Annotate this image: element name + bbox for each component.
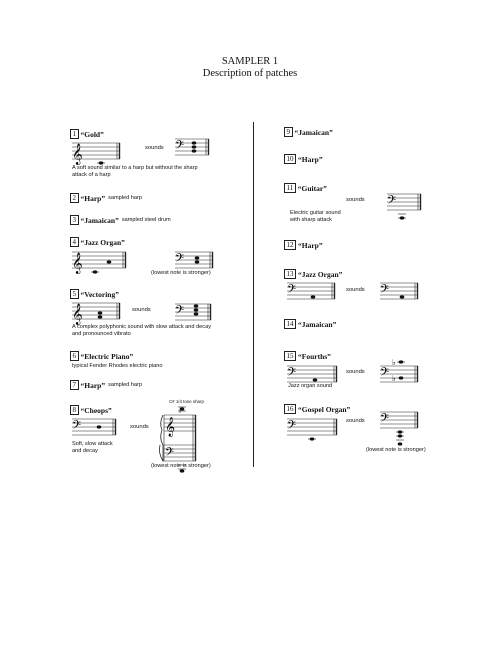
patch-14 — [284, 318, 336, 330]
patch-note: (lowest note is stronger) — [151, 463, 211, 469]
patch-number: 9 — [284, 127, 293, 137]
patch-number: 2 — [70, 193, 79, 203]
patch-11 — [284, 182, 327, 194]
svg-text:𝄢: 𝄢 — [380, 283, 390, 299]
patch-name: “Gospel Organ” — [298, 404, 351, 414]
bass-staff-11 — [387, 190, 423, 222]
patch-number: 13 — [284, 269, 296, 279]
svg-text:𝄢: 𝄢 — [175, 252, 185, 268]
patch-note: (lowest note is stronger) — [151, 270, 211, 276]
svg-text:𝄢: 𝄢 — [175, 139, 185, 155]
patch-16 — [284, 403, 350, 415]
patch-name: “Jamaican” — [294, 127, 333, 137]
treble-staff-5 — [72, 297, 122, 325]
patch-3 — [70, 214, 171, 226]
page-title: SAMPLER 1 — [221, 56, 279, 67]
patch-number: 16 — [284, 404, 296, 414]
svg-text:𝄢: 𝄢 — [165, 446, 175, 462]
svg-text:𝄞: 𝄞 — [72, 144, 83, 165]
patch-name: “Jazz Organ” — [80, 237, 125, 247]
sounds-label: sounds — [130, 424, 149, 430]
patch-description: sampled harp — [108, 195, 142, 201]
patch-name: “Jamaican” — [80, 215, 119, 225]
svg-text:𝄢: 𝄢 — [287, 419, 297, 435]
treble-staff-4 — [72, 246, 128, 276]
svg-text:𝄢: 𝄢 — [380, 412, 390, 428]
bass-staff-8 — [72, 416, 118, 440]
patch-name: “Jazz Organ” — [298, 269, 343, 279]
patch-name: “Guitar” — [297, 183, 327, 193]
patch-2 — [70, 192, 142, 204]
patch-name: “Fourths” — [298, 351, 331, 361]
svg-text:𝄞: 𝄞 — [165, 417, 176, 437]
patch-number: 15 — [284, 351, 296, 361]
bass-staff-16b — [380, 408, 420, 448]
patch-description: Jazz organ sound — [288, 383, 333, 389]
svg-text:𝄢: 𝄢 — [175, 304, 185, 320]
patch-number: 10 — [284, 154, 296, 164]
page-subtitle: Description of patches — [202, 68, 298, 79]
patch-number: 11 — [284, 183, 296, 193]
patch-name: “Jamaican” — [298, 319, 337, 329]
patch-name: “Harp” — [298, 154, 323, 164]
column-divider — [253, 122, 254, 467]
patch-description: typical Fender Rhodes electric piano — [72, 363, 163, 369]
svg-text:♭: ♭ — [392, 358, 396, 367]
patch-description: Electric guitar sound with sharp attack — [290, 210, 341, 223]
patch-number: 4 — [70, 237, 79, 247]
sounds-label: sounds — [346, 418, 365, 424]
bass-staff-13b — [380, 280, 420, 304]
patch-8 — [70, 404, 112, 416]
patch-number: 1 — [70, 129, 79, 139]
patch-number: 7 — [70, 380, 79, 390]
patch-description: A complex polyphonic sound with slow attack and decay and pronounced vibrato — [72, 324, 211, 337]
patch-number: 5 — [70, 289, 79, 299]
patch-number: 3 — [70, 215, 79, 225]
treble-staff-1 — [72, 137, 122, 167]
patch-note: (lowest note is stronger) — [366, 447, 426, 453]
bass-staff-13a — [287, 280, 337, 304]
patch-9 — [284, 126, 333, 138]
svg-text:𝄞: 𝄞 — [72, 253, 83, 274]
sounds-label: sounds — [346, 369, 365, 375]
bass-staff-16a — [287, 416, 339, 444]
patch-description: sampled harp — [108, 382, 142, 388]
bass-staff-15b — [380, 357, 420, 387]
patch-6 — [70, 350, 133, 362]
patch-name: “Electric Piano” — [80, 351, 134, 361]
patch-number: 8 — [70, 405, 79, 415]
svg-text:𝄢: 𝄢 — [287, 283, 297, 299]
bass-staff-1 — [175, 135, 211, 161]
patch-name: “Harp” — [80, 193, 106, 203]
patch-7 — [70, 379, 142, 391]
svg-text:𝄢: 𝄢 — [387, 194, 397, 210]
patch-15 — [284, 350, 331, 362]
patch-10 — [284, 153, 323, 165]
svg-text:𝄢: 𝄢 — [380, 366, 390, 382]
patch-number: 6 — [70, 351, 79, 361]
patch-13 — [284, 268, 342, 280]
patch-number: 12 — [284, 240, 296, 250]
patch-name: “Gold” — [80, 129, 104, 139]
svg-text:𝄞: 𝄞 — [72, 304, 83, 325]
sounds-label: sounds — [145, 145, 164, 151]
patch-description: sampled steel drum — [121, 217, 171, 223]
bass-staff-5 — [175, 300, 213, 326]
svg-text:𝄢: 𝄢 — [287, 366, 297, 382]
patch-name: “Vectoring” — [80, 289, 119, 299]
patch-number: 14 — [284, 319, 296, 329]
svg-text:♭: ♭ — [392, 374, 396, 383]
patch-name: “Harp” — [80, 380, 106, 390]
patch-12 — [284, 239, 323, 251]
sounds-label: sounds — [346, 197, 365, 203]
patch-name: “Cheops” — [80, 405, 112, 415]
sounds-label: sounds — [132, 307, 151, 313]
svg-text:𝄢: 𝄢 — [72, 419, 82, 435]
patch-name: “Harp” — [298, 240, 323, 250]
patch-description: A soft sound similar to a harp but without the sharp attack of a harp — [72, 165, 198, 178]
patch-description: Soft, slow attack and decay — [72, 441, 113, 454]
sounds-label: sounds — [346, 287, 365, 293]
patch-top-note: C# 1/4 tone sharp — [169, 399, 204, 404]
